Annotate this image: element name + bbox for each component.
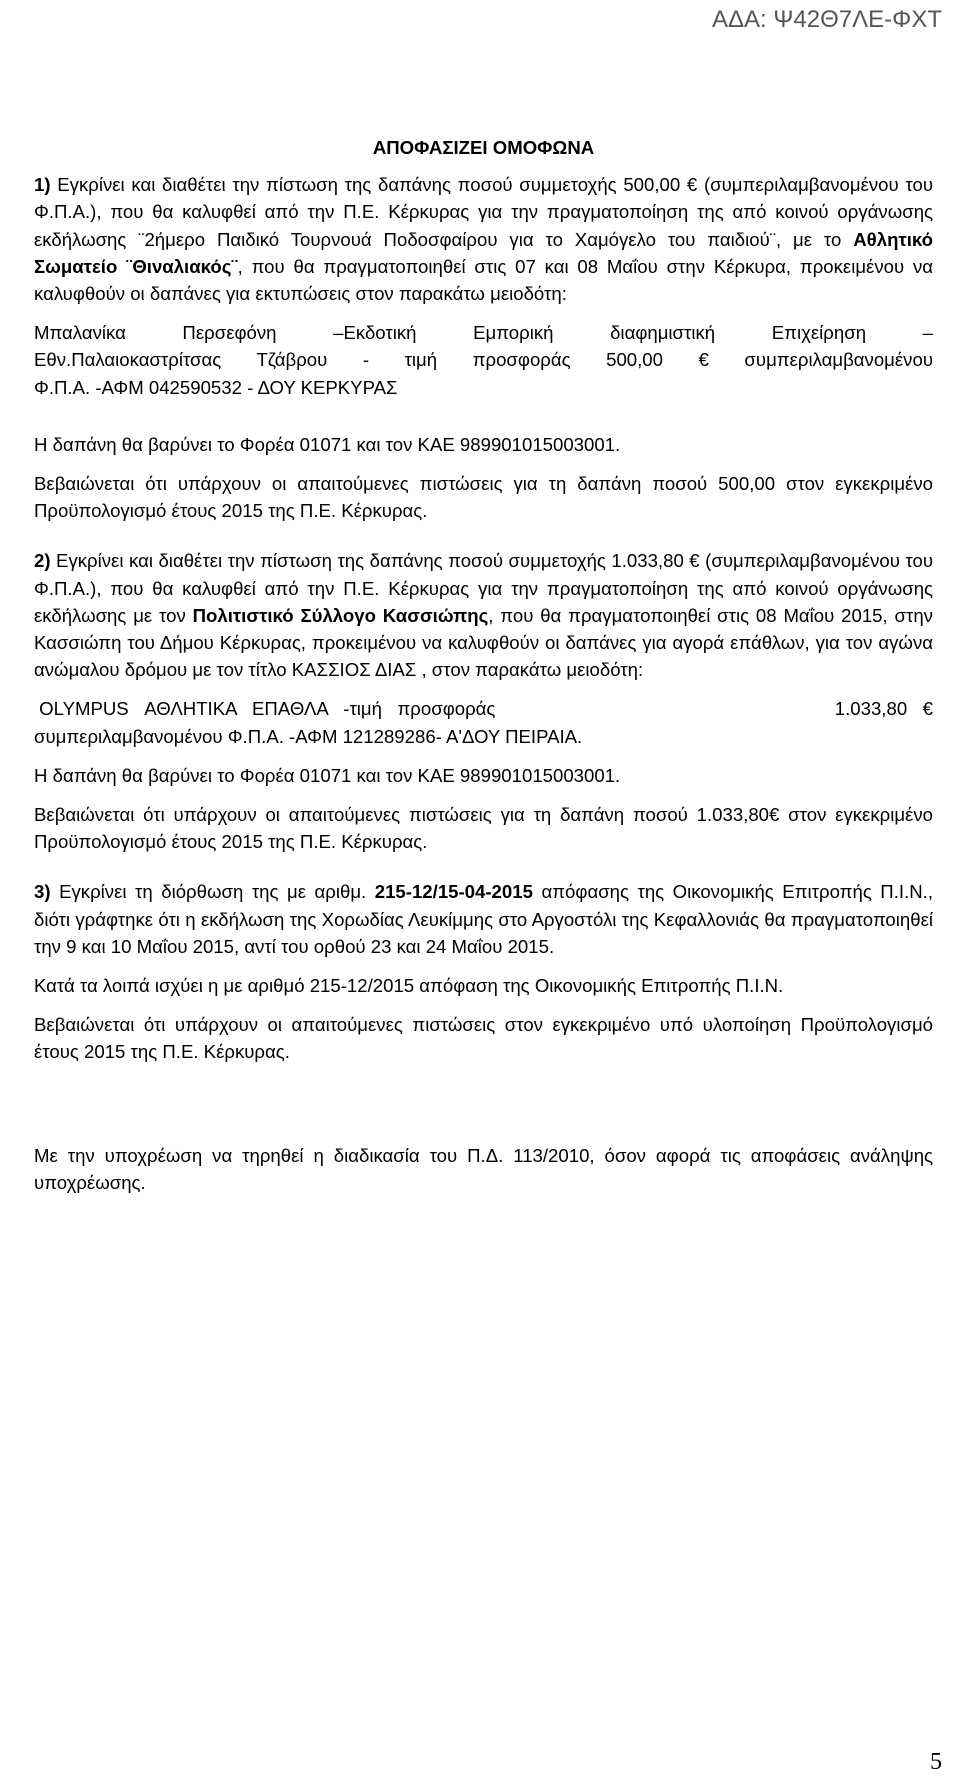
- item1-vendor-line3: Φ.Π.Α. -ΑΦΜ 042590532 - ΔΟΥ ΚΕΡΚΥΡΑΣ: [34, 376, 398, 398]
- item2-organization: Πολιτιστικό Σύλλογο Κασσιώπης: [192, 604, 489, 626]
- item3-paragraph: [34, 878, 933, 960]
- decision-title: ΑΠΟΦΑΣΙΖΕΙ ΟΜΟΦΩΝΑ: [372, 137, 595, 158]
- item2-vendor-line1: [34, 695, 933, 722]
- item3-text-b: απόφασης της Οικονομικής Επιτροπής Π.Ι.Ν., διότι γράφτηκε ότι η εκδήλωση της Χορωδίας Λευκίμμης στο Αργοστόλι της Κεφαλλονιάς θα πραγματοποιηθεί την 9 και 10 Μαΐου 2015, αντί του ορθού 23 και 24 Μαΐου 2015.: [34, 881, 933, 957]
- item2-paragraph: [34, 547, 933, 683]
- item1-vendor-line1: Μπαλανίκα Περσεφόνη –Εκδοτική Εμπορική διαφημιστική Επιχείρηση –: [34, 322, 933, 344]
- item2-text-a: Εγκρίνει και διαθέτει την πίστωση της δαπάνης ποσού συμμετοχής 1.033,80 € (συμπεριλαμβανομένου του Φ.Π.Α.), που θα καλυφθεί από την Π.Ε. Κέρκυρας για την πραγματοποίηση της από κοινού οργάνωσης εκδήλωσης με τον: [34, 550, 933, 626]
- item2-certify: Βεβαιώνεται ότι υπάρχουν οι απαιτούμενες πιστώσεις για τη δαπάνη ποσού 1.033,80€ στον εγκεκριμένο Προϋπολογισμό έτους 2015 της Π.Ε. Κέρκυρας.: [34, 804, 933, 853]
- item1-organization: Αθλητικό Σωματείο ¨Θιναλιακός¨: [34, 228, 933, 277]
- item2-vendor-price: 1.033,80 €: [834, 698, 933, 720]
- closing-paragraph: Με την υποχρέωση να τηρηθεί η διαδικασία του Π.Δ. 113/2010, όσον αφορά τις αποφάσεις ανάληψης υποχρέωσης.: [34, 1144, 933, 1193]
- item1-charge: Η δαπάνη θα βαρύνει το Φορέα 01071 και τον ΚΑΕ 98990101500300​1.: [34, 433, 621, 455]
- ada-header: ΑΔΑ: Ψ42Θ7ΛΕ-ΦΧΤ: [712, 6, 942, 33]
- item3-certify: Βεβαιώνεται ότι υπάρχουν οι απαιτούμενες πιστώσεις στον εγκεκριμένο υπό υλοποίηση Προϋπολογισμό έτους 2015 της Π.Ε. Κέρκυρας.: [34, 1014, 933, 1063]
- item2-vendor-name: OLYMPUS ΑΘΛΗΤΙΚΑ ΕΠΑΘΛΑ -τιμή προσφοράς: [34, 698, 496, 720]
- item2-text-b: , που θα πραγματοποιηθεί στις 08 Μαΐου 2015, στην Κασσιώπη του Δήμου Κέρκυρας, προκειμένου να καλυφθούν οι δαπάνες για αγορά επάθλων, για τον αγώνα ανώμαλου δρόμου με τον τίτλο ΚΑΣΣΙΟΣ ΔΙΑΣ , στον παρακάτω μειοδότη:: [34, 604, 933, 681]
- item2-charge: Η δαπάνη θα βαρύνει το Φορέα 01071 και τον ΚΑΕ 98990101500300​1.: [34, 764, 621, 786]
- item1-paragraph: [34, 171, 933, 307]
- item3-remaining: Κατά τα λοιπά ισχύει η με αριθμό 215-12/2015 απόφαση της Οικονομικής Επιτροπής Π.Ι.Ν.: [34, 975, 784, 997]
- document-body: [34, 134, 933, 1196]
- item1-number: 1): [34, 174, 51, 196]
- item1-certify: Βεβαιώνεται ότι υπάρχουν οι απαιτούμενες πιστώσεις για τη δαπάνη ποσού 500,00 στον εγκεκριμένο Προϋπολογισμό έτους 2015 της Π.Ε. Κέρκυρας.: [34, 473, 933, 522]
- item2-number: 2): [34, 550, 51, 572]
- page-number: 5: [930, 1749, 942, 1775]
- item1-text-a: Εγκρίνει και διαθέτει την πίστωση της δαπάνης ποσού συμμετοχής 500,00 € (συμπεριλαμβανομένου του Φ.Π.Α.), που θα καλυφθεί από την Π.Ε. Κέρκυρας για την πραγματοποίηση της από κοινού οργάνωσης εκδήλωσης ¨2ήμερο Παιδικό Τουρνουά Ποδοσφαίρου για το Χαμόγελο του παιδιού¨, με το: [34, 174, 933, 250]
- item3-text-a: Εγκρίνει τη διόρθωση της με αριθμ.: [50, 881, 375, 903]
- item1-vendor-line2: Εθν.Παλαιοκαστρίτσας Τζάβρου - τιμή προσφοράς 500,00 € συμπεριλαμβανομένου: [34, 349, 933, 371]
- item3-number: 3): [34, 881, 51, 903]
- item2-vendor-line2: συμπεριλαμβανομένου Φ.Π.Α. -ΑΦΜ 121289286- Α'ΔΟΥ ΠΕΙΡΑΙΑ.: [34, 725, 583, 747]
- item3-reference: 215-12/15-04-2015: [374, 881, 533, 903]
- item1-text-b: , που θα πραγματοποιηθεί στις 07 και 08 Μαΐου στην Κέρκυρα, προκειμένου να καλυφθούν οι δαπάνες για εκτυπώσεις στον παρακάτω μειοδότη:: [34, 255, 934, 305]
